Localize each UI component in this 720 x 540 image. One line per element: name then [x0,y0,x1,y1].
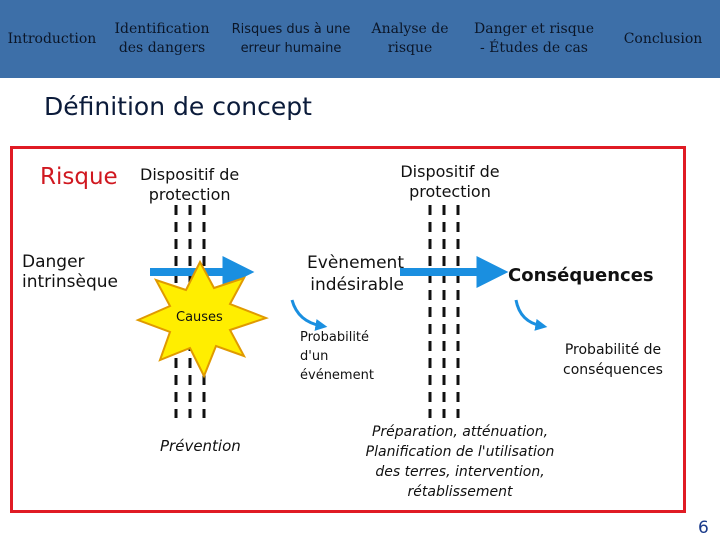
danger-intrinseque-label: Danger intrinsèque [22,252,118,292]
curve-arrow-consequence-probability [516,300,542,326]
curve-arrow-event-probability [292,300,322,326]
nav-danger-etudes-cas[interactable]: Danger et risque - Études de cas [474,21,594,56]
right-protection-barrier [430,205,458,418]
nav-analyse-risque[interactable]: Analyse de risque [371,21,449,56]
risque-label: Risque [40,164,118,190]
page-number: 6 [698,518,709,538]
dispositif-protection-left-label: Dispositif de protection [140,165,240,204]
preparation-attenuation-label: Préparation, atténuation, Planification de l'utilisation des terres, intervention, rétablissement [365,424,555,500]
dispositif-protection-right-label: Dispositif de protection [400,162,500,201]
consequences-label: Conséquences [508,265,654,286]
prevention-label: Prévention [160,437,241,455]
nav-conclusion[interactable]: Conclusion [623,30,703,47]
nav-risques-erreur-humaine[interactable]: Risques dus à une erreur humaine [231,22,351,56]
probabilite-evenement-label: Probabilité d'un événement [300,330,374,383]
nav-identification-dangers[interactable]: Identification des dangers [114,21,210,56]
page-title: Définition de concept [44,92,312,121]
evenement-indesirable-label: Evènement indésirable [307,253,404,295]
nav-introduction[interactable]: Introduction [7,30,97,47]
causes-label: Causes [176,310,223,325]
probabilite-consequences-label: Probabilité de conséquences [563,342,663,378]
